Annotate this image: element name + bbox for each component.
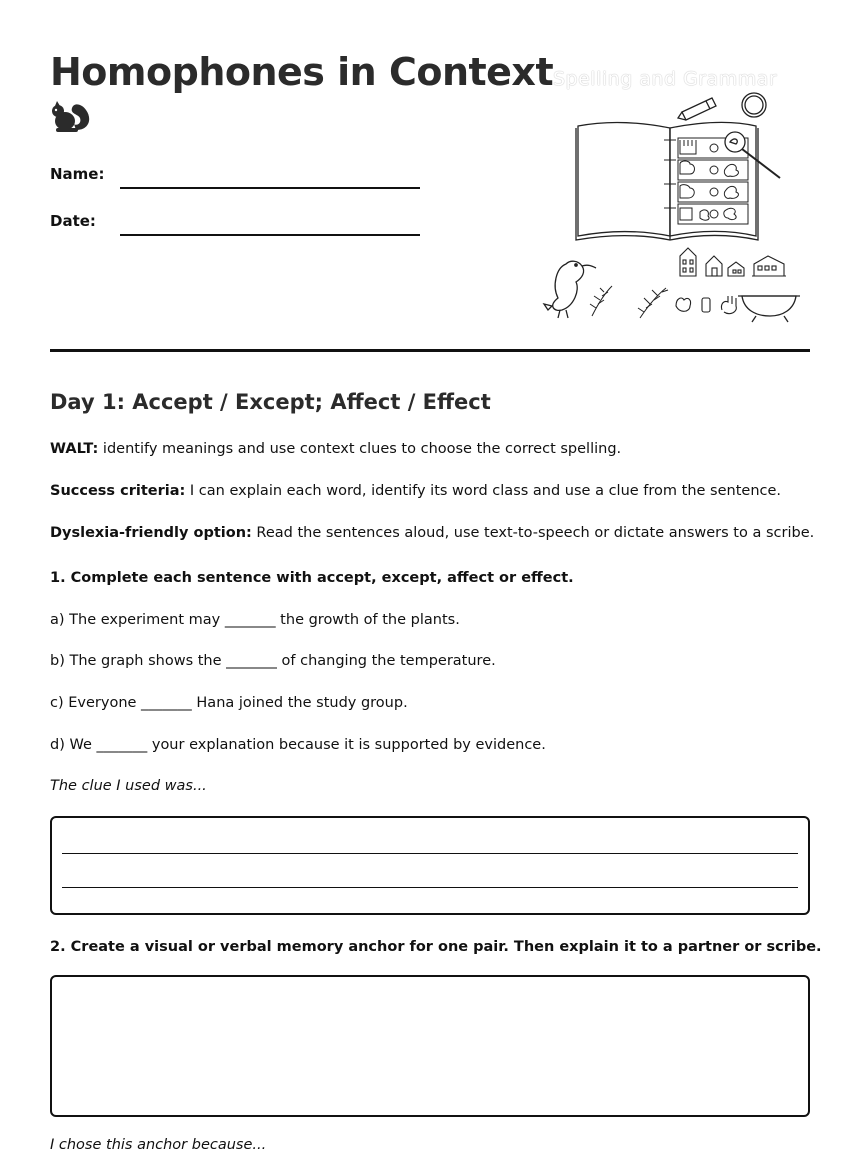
hero-watermark-text: Spelling and Grammar: [553, 68, 778, 90]
walt-text: identify meanings and use context clues to choose the correct spelling.: [98, 441, 622, 457]
houses-icon: [680, 248, 786, 276]
question1-heading: 1. Complete each sentence with accept, except, affect or effect.: [50, 570, 574, 586]
question-item: [50, 612, 460, 628]
kiwi-bird-icon: [544, 261, 596, 318]
item-text: Hana joined the study group.: [191, 695, 408, 711]
question-item: [50, 653, 496, 669]
spelling-illustration: [530, 60, 810, 330]
name-line[interactable]: [120, 187, 420, 189]
worksheet-title: Homophones in Context: [50, 50, 554, 94]
memory-anchor-box[interactable]: [50, 975, 810, 1117]
walt-line: [50, 441, 621, 457]
dyslexia-text: Read the sentences aloud, use text-to-speech or dictate answers to a scribe.: [251, 525, 815, 541]
answer-blank[interactable]: _______: [96, 737, 148, 753]
name-label: Name:: [50, 165, 105, 183]
date-line[interactable]: [120, 234, 420, 236]
question-item: [50, 737, 546, 753]
dyslexia-option-line: [50, 525, 814, 541]
hands-icon: [676, 296, 736, 314]
dyslexia-label: Dyslexia-friendly option:: [50, 525, 252, 541]
day1-heading: Day 1: Accept / Except; Affect / Effect: [50, 390, 491, 414]
answer-blank[interactable]: _______: [226, 653, 277, 669]
answer-blank[interactable]: _______: [224, 612, 276, 628]
pencil-icon: [678, 98, 716, 120]
anchor-prompt: I chose this anchor because...: [50, 1137, 267, 1153]
item-text: a) The experiment may: [50, 612, 225, 628]
question-item: [50, 695, 408, 711]
item-text: b) The graph shows the: [50, 653, 227, 669]
item-text: d) We: [50, 737, 97, 753]
squirrel-icon: [50, 100, 92, 134]
writing-line: [62, 887, 798, 888]
item-text: the growth of the plants.: [275, 612, 460, 628]
clue-answer-box[interactable]: [50, 816, 810, 915]
header-divider: [50, 349, 810, 352]
success-text: I can explain each word, identify its word class and use a clue from the sentence.: [185, 483, 782, 499]
fern-icon: [590, 286, 668, 318]
answer-blank[interactable]: _______: [141, 695, 192, 711]
item-text: of changing the temperature.: [276, 653, 496, 669]
bowl-icon: [738, 296, 800, 322]
open-book-icon: [576, 122, 780, 240]
success-label: Success criteria:: [50, 483, 186, 499]
success-criteria-line: [50, 483, 781, 499]
magnifying-glass-icon: [742, 93, 766, 117]
date-label: Date:: [50, 212, 96, 230]
question2-heading: 2. Create a visual or verbal memory anchor for one pair. Then explain it to a partner or scribe.: [50, 939, 822, 955]
walt-label: WALT:: [50, 441, 99, 457]
item-text: your explanation because it is supported by evidence.: [147, 737, 546, 753]
clue-prompt: The clue I used was...: [50, 778, 207, 794]
item-text: c) Everyone: [50, 695, 142, 711]
writing-line: [62, 853, 798, 854]
